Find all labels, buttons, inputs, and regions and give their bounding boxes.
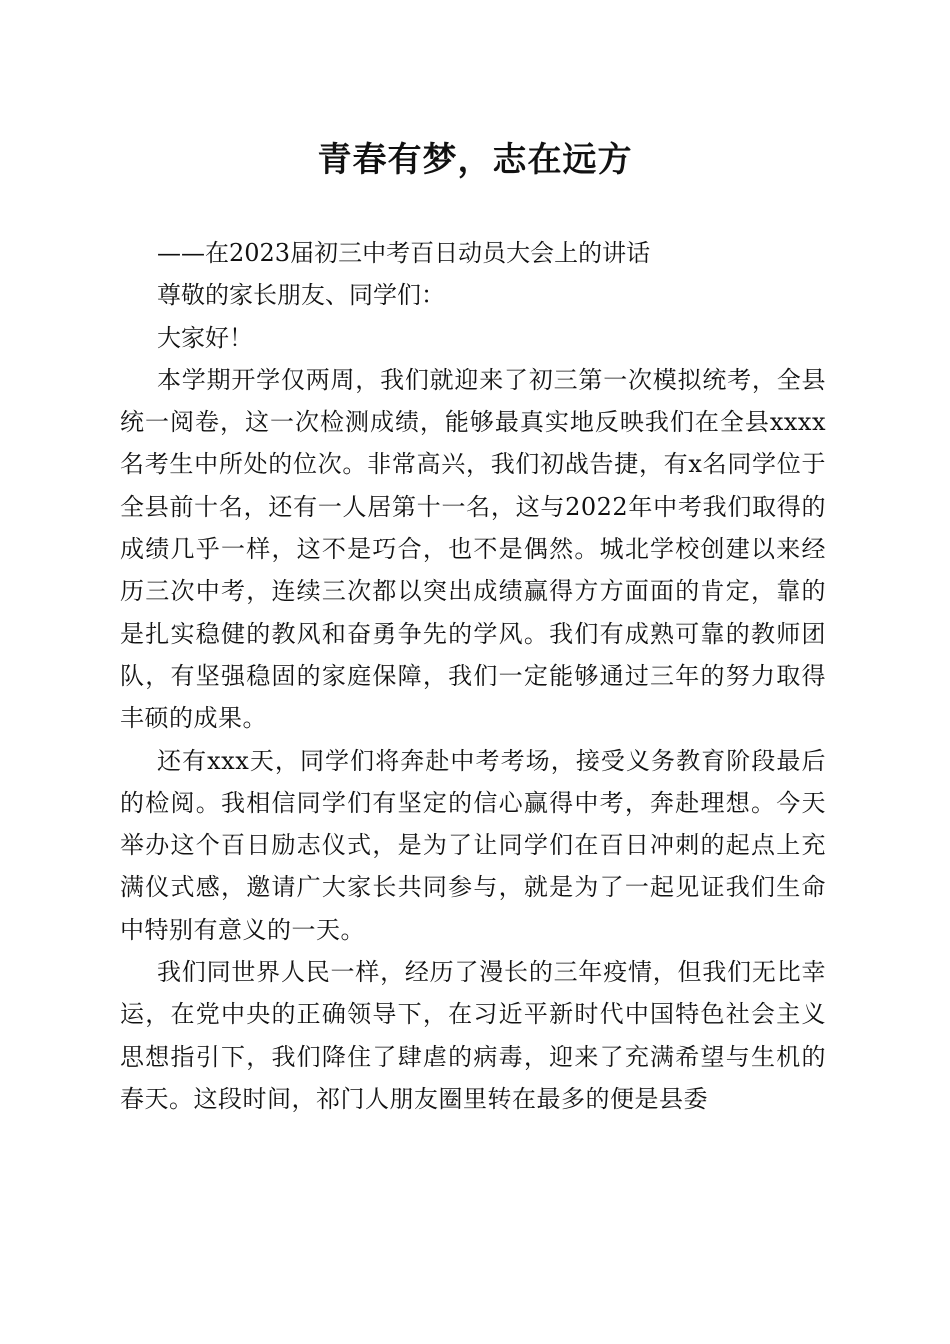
document-body bbox=[120, 232, 826, 1120]
paragraph: 我们同世界人民一样，经历了漫长的三年疫情，但我们无比幸运，在党中央的正确领导下，在习近平新时代中国特色社会主义思想指引下，我们降住了肆虐的病毒，迎来了充满希望与生机的春天。这段时间，祁门人朋友圈里转在最多的便是县委 bbox=[120, 958, 826, 1113]
paragraph: 本学期开学仅两周，我们就迎来了初三第一次模拟统考，全县统一阅卷，这一次检测成绩，能够最真实地反映我们在全县xxxx名考生中所处的位次。非常高兴，我们初战告捷，有x名同学位于全县前十名，还有一人居第十一名，这与2022年中考我们取得的成绩几乎一样，这不是巧合，也不是偶然。城北学校创建以来经历三次中考，连续三次都以突出成绩赢得方方面面的肯定，靠的是扎实稳健的教风和奋勇争先的学风。我们有成熟可靠的教师团队，有坚强稳固的家庭保障，我们一定能够通过三年的努力取得丰硕的成果。 bbox=[120, 365, 826, 733]
salutation: 尊敬的家长朋友、同学们： bbox=[157, 281, 445, 310]
greeting: 大家好！ bbox=[157, 323, 253, 352]
document-title: 青春有梦，志在远方 bbox=[317, 140, 633, 180]
paragraph: 还有xxx天，同学们将奔赴中考考场，接受义务教育阶段最后的检阅。我相信同学们有坚定的信心赢得中考，奔赴理想。今天举办这个百日励志仪式，是为了让同学们在百日冲刺的起点上充满仪式感，邀请广大家长共同参与，就是为了一起见证我们生命中特别有意义的一天。 bbox=[120, 746, 826, 944]
subtitle: ——在2023届初三中考百日动员大会上的讲话 bbox=[157, 239, 651, 267]
